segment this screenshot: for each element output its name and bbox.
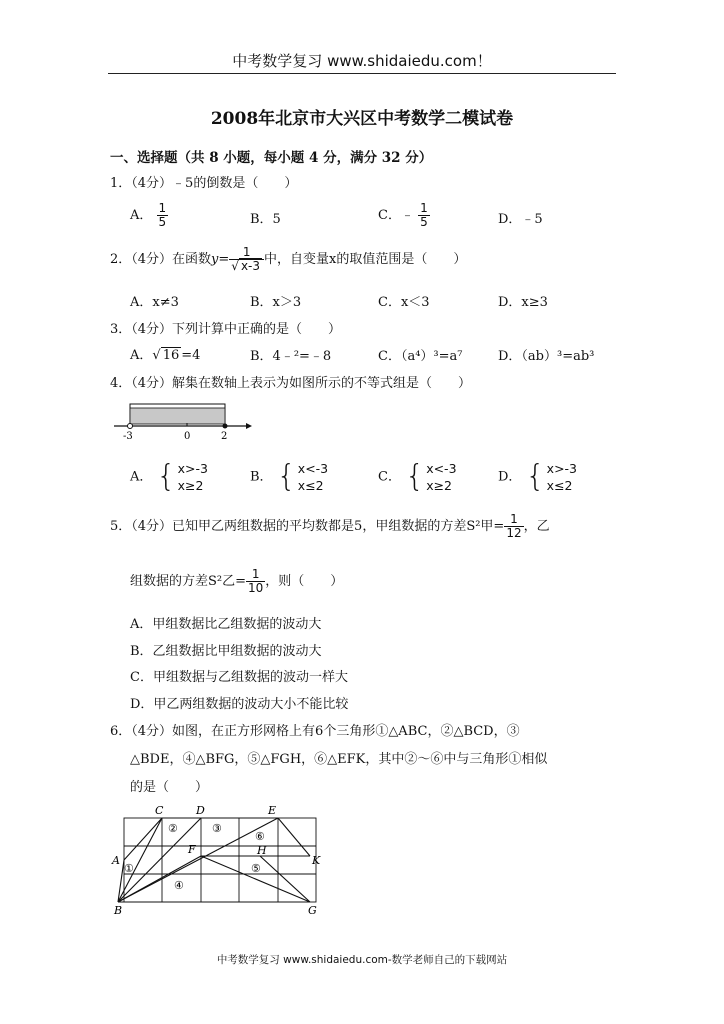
number-line-figure	[112, 396, 252, 444]
q2-option-d: D．x≥3	[498, 295, 548, 310]
q5-frac2: $\frac{1}{10}$	[248, 567, 264, 595]
q4-option-d	[498, 460, 577, 494]
q2-stem	[110, 246, 466, 273]
q1-option-b: B．5	[250, 212, 281, 227]
label-G: G	[308, 904, 317, 917]
section-heading: 一、选择题（共 8 小题，每小题 4 分，满分 32 分）	[110, 150, 433, 166]
label-A: A	[112, 854, 120, 867]
label-D: D	[196, 804, 205, 817]
page-header: 中考数学复习 www.shidaiedu.com！	[232, 52, 492, 70]
region-6: ⑥	[255, 830, 265, 843]
region-2: ②	[168, 822, 178, 835]
q6-line3: 的是（ ）	[130, 780, 209, 795]
q3-a-radicand: 16	[162, 348, 180, 363]
label-K: K	[312, 854, 321, 867]
axis-label-2: 2	[221, 431, 228, 442]
q3-option-b: B．4﹣²=﹣8	[250, 349, 332, 364]
q4-option-a	[130, 460, 208, 494]
q4-stem: 4．（4分）解集在数轴上表示为如图所示的不等式组是（ ）	[110, 376, 472, 391]
grid-figure	[110, 800, 330, 918]
region-4: ④	[174, 879, 184, 892]
q5-line1-end: ，乙	[523, 519, 550, 534]
q5-option-b: B．乙组数据比甲组数据的波动大	[130, 644, 322, 659]
label-E: E	[268, 804, 277, 817]
q5-line1	[110, 513, 550, 540]
q1-stem: 1．（4分）﹣5的倒数是（ ）	[110, 176, 298, 191]
region-3: ③	[212, 822, 222, 835]
label-C: C	[155, 804, 164, 817]
header-rule	[108, 73, 616, 74]
q4-c-system: { x<-3 x≥2	[405, 459, 457, 494]
q3-a-label: A．	[130, 348, 153, 363]
q1-a-label: A．	[130, 208, 153, 223]
q5-line2	[130, 568, 343, 595]
q3-option-a: A．√ 16 =4	[130, 348, 201, 363]
q2-fraction: $\frac{1}{√ x-3}$	[229, 246, 264, 273]
q4-c-label: C．	[378, 469, 401, 485]
q2-option-c: C．x＜3	[378, 295, 430, 310]
q2-pre: 2．（4分）在函数	[110, 252, 212, 267]
q5-option-d: D．甲乙两组数据的波动大小不能比较	[130, 697, 349, 712]
axis-label-0: 0	[184, 431, 191, 442]
q6-line1: 6．（4分）如图，在正方形网格上有6个三角形①△ABC，②△BCD，③	[110, 724, 520, 739]
q1-c-label: C．﹣	[378, 208, 414, 223]
q4-option-c	[378, 460, 457, 494]
q1-option-d: D．﹣5	[498, 212, 543, 227]
q3-a-eq: =4	[181, 348, 201, 363]
q1-option-a	[130, 202, 168, 229]
q4-d-label: D．	[498, 469, 522, 485]
q5-line2-end: ，则（ ）	[265, 574, 344, 589]
region-5: ⑤	[251, 862, 261, 875]
q4-b-system: { x<-3 x≤2	[276, 459, 329, 494]
q4-b-label: B．	[250, 469, 273, 485]
q5-option-a: A．甲组数据比乙组数据的波动大	[130, 617, 322, 632]
q1-option-c	[378, 202, 430, 229]
q3-stem: 3．（4分）下列计算中正确的是（ ）	[110, 322, 342, 337]
region-1: ①	[124, 862, 134, 875]
q4-a-system: { x>-3 x≥2	[156, 459, 208, 494]
q2-option-a: A．x≠3	[130, 295, 179, 310]
q3-option-c: C．（a⁴）³=a⁷	[378, 349, 463, 364]
label-H: H	[257, 844, 267, 857]
q2-y: y=	[211, 252, 230, 267]
q5-option-c: C．甲组数据与乙组数据的波动一样大	[130, 670, 348, 685]
q5-line2-text: 组数据的方差S²乙=	[130, 574, 247, 589]
q5-frac1: $\frac{1}{12}$	[506, 512, 522, 540]
q6-line2: △BDE，④△BFG，⑤△FGH，⑥△EFK，其中②～⑥中与三角形①相似	[130, 752, 548, 767]
label-B: B	[114, 904, 123, 917]
q2-post: 中，自变量x的取值范围是（ ）	[264, 252, 467, 267]
axis-label-neg3: -3	[123, 431, 133, 442]
q1-a-fraction: $\frac{1}{5}$	[158, 201, 167, 229]
q4-d-system: { x>-3 x≤2	[525, 459, 578, 494]
q3-option-d: D．（ab）³=ab³	[498, 349, 595, 364]
q4-a-label: A．	[130, 469, 153, 485]
page-footer: 中考数学复习 www.shidaiedu.com-数学老师自己的下载网站	[216, 954, 508, 966]
q4-option-b	[250, 460, 328, 494]
q1-c-fraction: $\frac{1}{5}$	[420, 201, 428, 229]
exam-title: 2008年北京市大兴区中考数学二模试卷	[210, 109, 514, 129]
q2-option-b: B．x＞3	[250, 295, 302, 310]
label-F: F	[188, 843, 196, 856]
q5-line1-text: 5．（4分）已知甲乙两组数据的平均数都是5，甲组数据的方差S²甲=	[110, 519, 505, 534]
